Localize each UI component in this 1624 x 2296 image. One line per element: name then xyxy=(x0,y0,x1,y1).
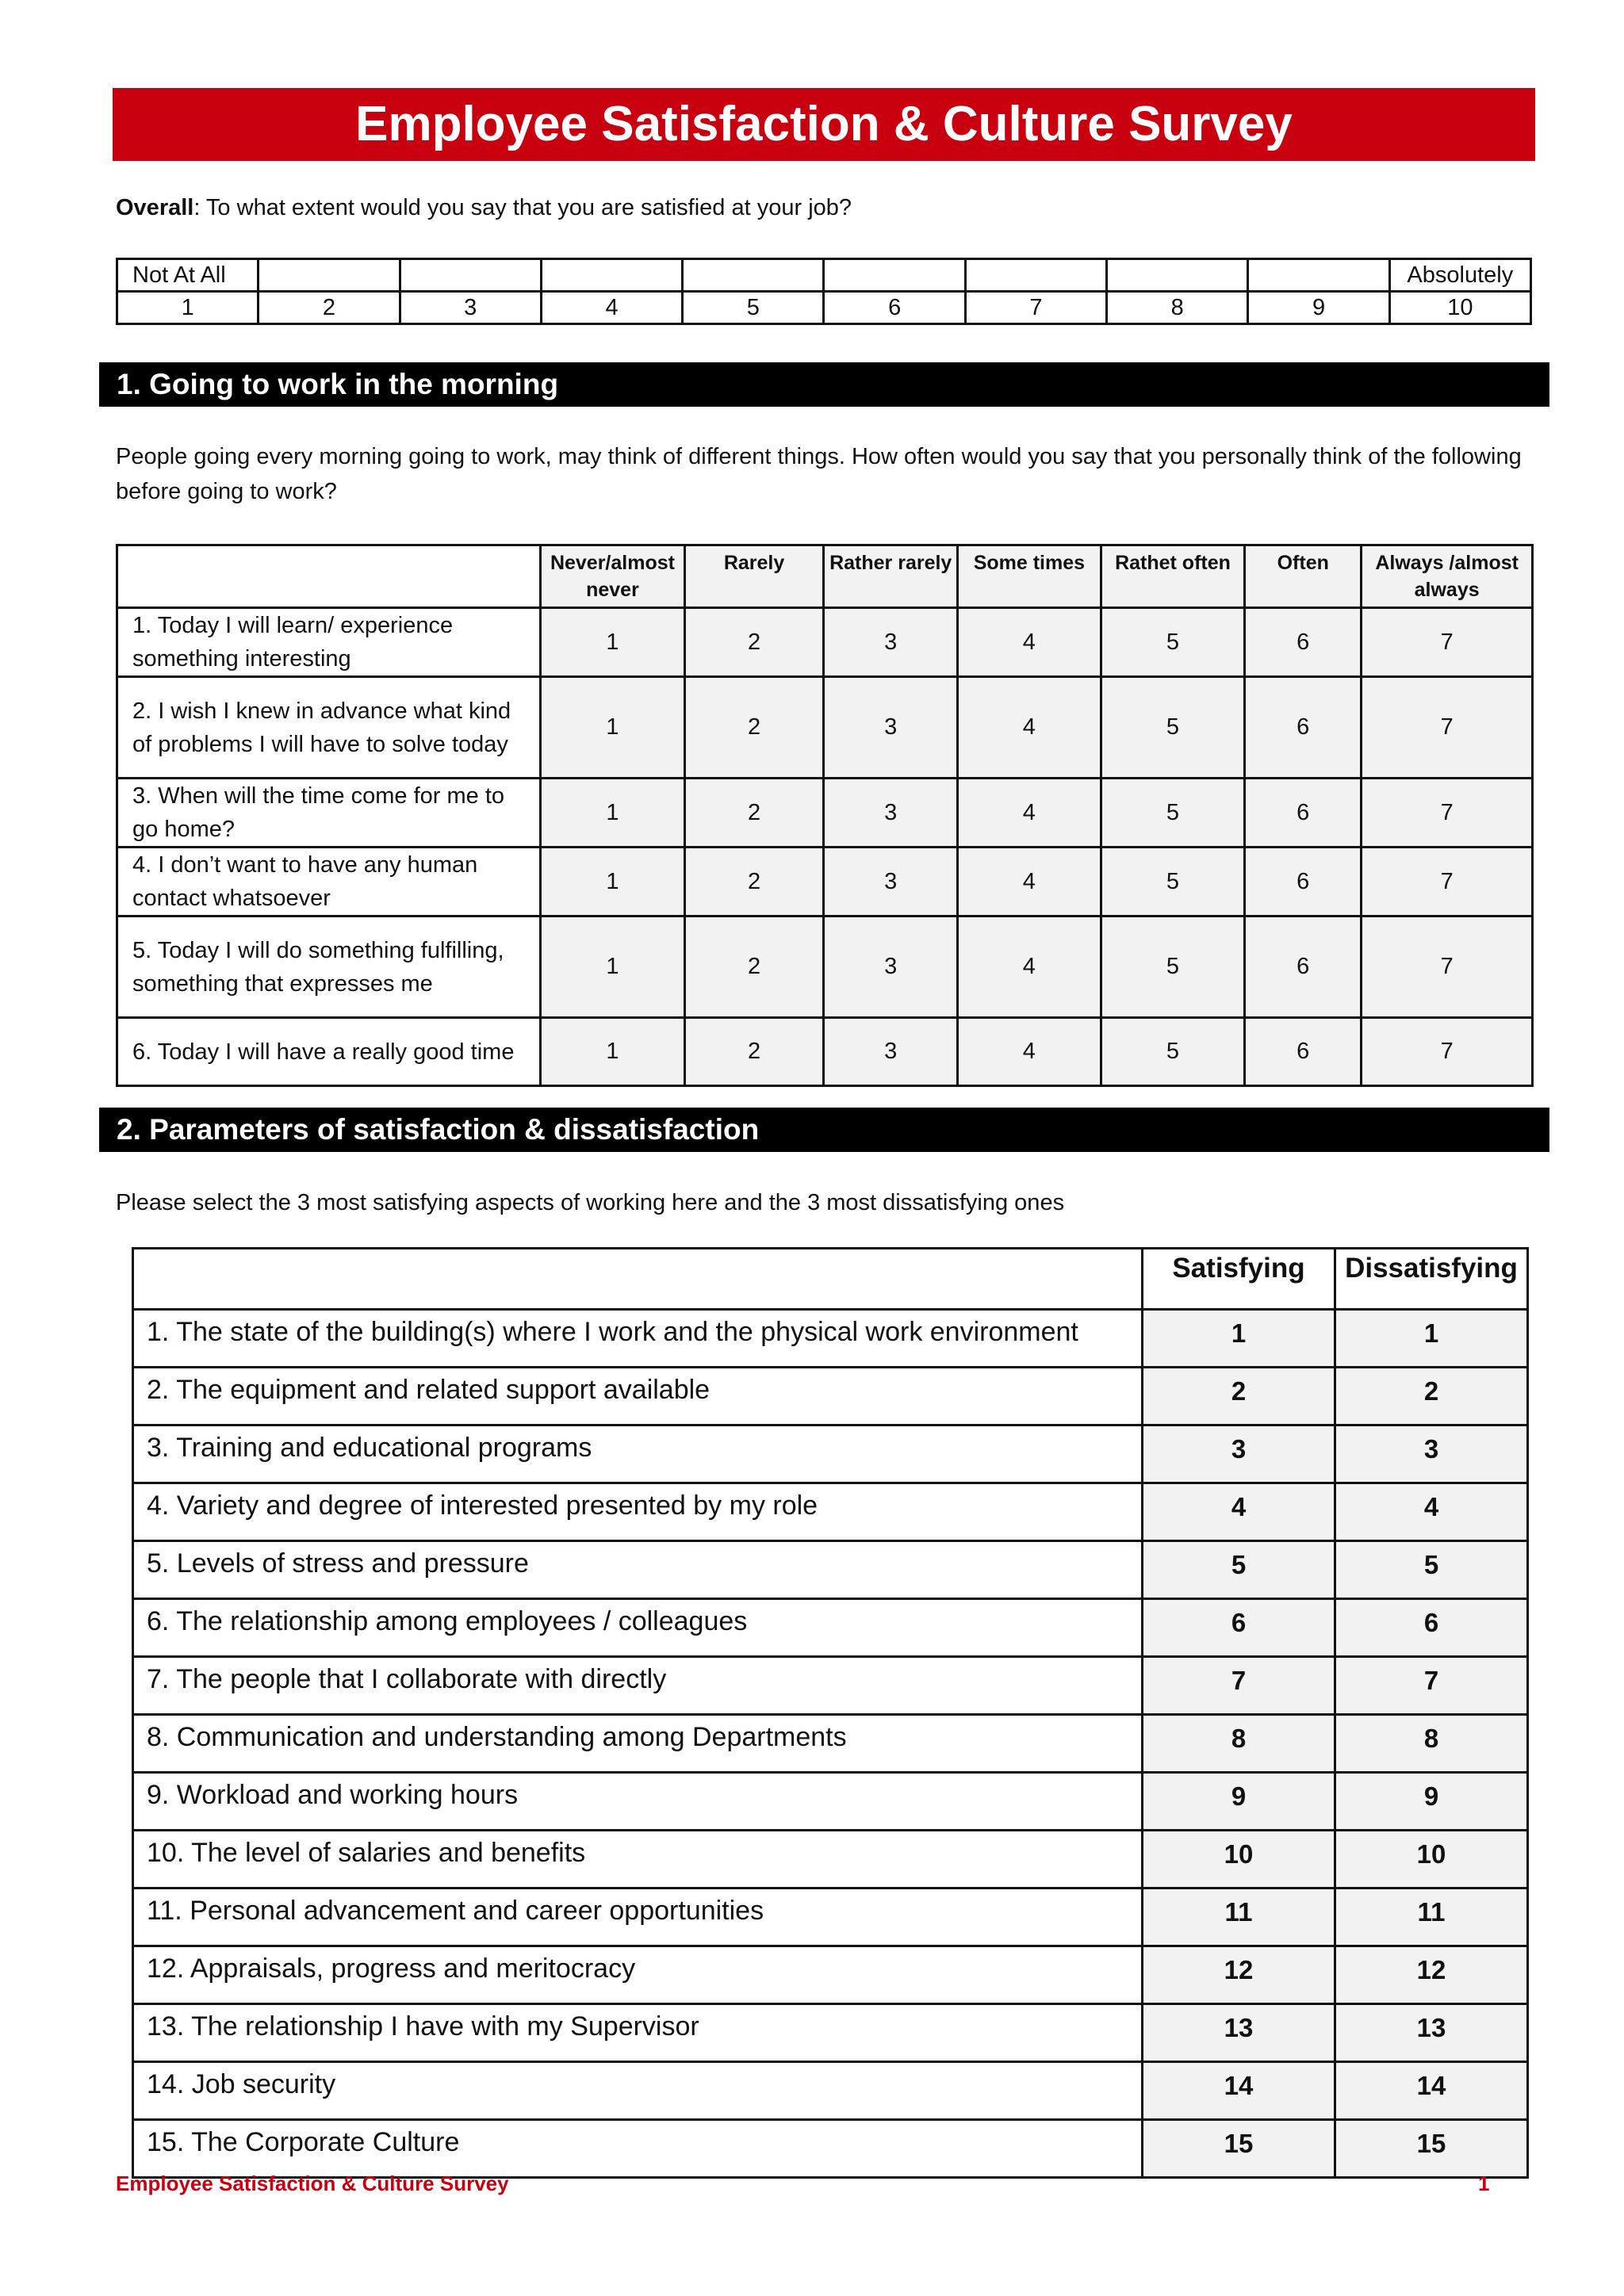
scale-blank-cell xyxy=(1107,259,1248,292)
frequency-row xyxy=(117,677,1533,779)
overall-label: Overall xyxy=(116,195,194,220)
frequency-statement: 3. When will the time come for me to go home? xyxy=(117,779,541,848)
survey-title: Employee Satisfaction & Culture Survey xyxy=(113,88,1535,161)
frequency-option[interactable]: 3 xyxy=(824,608,958,677)
scale-option-9[interactable]: 9 xyxy=(1248,292,1389,324)
frequency-option[interactable]: 7 xyxy=(1362,848,1533,916)
aspect-label: 12. Appraisals, progress and meritocracy xyxy=(133,1946,1143,2004)
satisfying-option[interactable]: 2 xyxy=(1143,1368,1335,1425)
satisfaction-row xyxy=(133,1888,1528,1946)
frequency-option[interactable]: 5 xyxy=(1101,916,1244,1018)
dissatisfying-option[interactable]: 2 xyxy=(1335,1368,1528,1425)
frequency-option[interactable]: 3 xyxy=(824,779,958,848)
col-some-times: Some times xyxy=(957,545,1101,608)
satisfaction-row xyxy=(133,1657,1528,1715)
frequency-row xyxy=(117,608,1533,677)
scale-option-5[interactable]: 5 xyxy=(683,292,824,324)
satisfaction-header-blank xyxy=(133,1249,1143,1310)
dissatisfying-option[interactable]: 8 xyxy=(1335,1715,1528,1773)
satisfaction-row xyxy=(133,1541,1528,1599)
satisfaction-row xyxy=(133,1368,1528,1425)
frequency-option[interactable]: 7 xyxy=(1362,677,1533,779)
section-1-intro: People going every morning going to work, may think of different things. How often would you say that you personally think of the following before going to work? xyxy=(116,444,1522,504)
satisfaction-row xyxy=(133,1483,1528,1541)
frequency-option[interactable]: 1 xyxy=(541,916,684,1018)
satisfaction-row xyxy=(133,1425,1528,1483)
col-always: Always /almost always xyxy=(1362,545,1533,608)
scale-blank-cell xyxy=(541,259,682,292)
frequency-option[interactable]: 6 xyxy=(1245,608,1362,677)
aspect-label: 5. Levels of stress and pressure xyxy=(133,1541,1143,1599)
frequency-option[interactable]: 1 xyxy=(541,608,684,677)
aspect-label: 8. Communication and understanding among Departments xyxy=(133,1715,1143,1773)
satisfaction-row xyxy=(133,1715,1528,1773)
frequency-option[interactable]: 6 xyxy=(1245,1018,1362,1086)
footer-title: Employee Satisfaction & Culture Survey xyxy=(116,2172,509,2195)
frequency-statement: 4. I don’t want to have any human contact whatsoever xyxy=(117,848,541,916)
overall-scale-values-row xyxy=(117,292,1531,324)
satisfaction-row xyxy=(133,1773,1528,1831)
aspect-label: 3. Training and educational programs xyxy=(133,1425,1143,1483)
frequency-option[interactable]: 3 xyxy=(824,848,958,916)
scale-blank-cell xyxy=(400,259,541,292)
frequency-option[interactable]: 4 xyxy=(957,779,1101,848)
satisfaction-row xyxy=(133,2062,1528,2120)
frequency-option[interactable]: 2 xyxy=(684,848,824,916)
satisfying-option[interactable]: 7 xyxy=(1143,1657,1335,1715)
satisfying-option[interactable]: 9 xyxy=(1143,1773,1335,1831)
aspect-label: 6. The relationship among employees / colleagues xyxy=(133,1599,1143,1657)
frequency-option[interactable]: 6 xyxy=(1245,916,1362,1018)
satisfaction-row xyxy=(133,1310,1528,1368)
scale-option-8[interactable]: 8 xyxy=(1107,292,1248,324)
frequency-table xyxy=(116,544,1534,1087)
dissatisfying-option[interactable]: 4 xyxy=(1335,1483,1528,1541)
frequency-option[interactable]: 5 xyxy=(1101,608,1244,677)
overall-question xyxy=(116,195,852,221)
dissatisfying-option[interactable]: 14 xyxy=(1335,2062,1528,2120)
frequency-header-row xyxy=(117,545,1533,608)
frequency-header-blank xyxy=(117,545,541,608)
frequency-statement: 5. Today I will do something fulfilling, something that expresses me xyxy=(117,916,541,1018)
satisfying-option[interactable]: 1 xyxy=(1143,1310,1335,1368)
aspect-label: 11. Personal advancement and career opportunities xyxy=(133,1888,1143,1946)
frequency-row xyxy=(117,779,1533,848)
frequency-option[interactable]: 6 xyxy=(1245,677,1362,779)
frequency-statement: 1. Today I will learn/ experience something interesting xyxy=(117,608,541,677)
col-rather-rarely: Rather rarely xyxy=(824,545,958,608)
satisfying-option[interactable]: 14 xyxy=(1143,2062,1335,2120)
frequency-option[interactable]: 1 xyxy=(541,848,684,916)
col-satisfying: Satisfying xyxy=(1143,1249,1335,1310)
dissatisfying-option[interactable]: 6 xyxy=(1335,1599,1528,1657)
frequency-option[interactable]: 3 xyxy=(824,916,958,1018)
frequency-row xyxy=(117,916,1533,1018)
satisfaction-row xyxy=(133,2004,1528,2062)
satisfying-option[interactable]: 15 xyxy=(1143,2120,1335,2178)
dissatisfying-option[interactable]: 5 xyxy=(1335,1541,1528,1599)
satisfying-option[interactable]: 12 xyxy=(1143,1946,1335,2004)
scale-low-label: Not At All xyxy=(117,259,259,292)
section-2-intro: Please select the 3 most satisfying aspects of working here and the 3 most dissatisfying ones xyxy=(116,1190,1065,1215)
dissatisfying-option[interactable]: 10 xyxy=(1335,1831,1528,1888)
frequency-option[interactable]: 4 xyxy=(957,848,1101,916)
aspect-label: 1. The state of the building(s) where I work and the physical work environment xyxy=(133,1310,1143,1368)
aspect-label: 10. The level of salaries and benefits xyxy=(133,1831,1143,1888)
frequency-statement: 2. I wish I knew in advance what kind of problems I will have to solve today xyxy=(117,677,541,779)
frequency-option[interactable]: 2 xyxy=(684,608,824,677)
dissatisfying-option[interactable]: 15 xyxy=(1335,2120,1528,2178)
frequency-row xyxy=(117,848,1533,916)
frequency-option[interactable]: 6 xyxy=(1245,848,1362,916)
frequency-option[interactable]: 5 xyxy=(1101,677,1244,779)
scale-option-6[interactable]: 6 xyxy=(824,292,965,324)
col-dissatisfying: Dissatisfying xyxy=(1335,1249,1528,1310)
frequency-option[interactable]: 4 xyxy=(957,608,1101,677)
aspect-label: 13. The relationship I have with my Supervisor xyxy=(133,2004,1143,2062)
satisfying-option[interactable]: 10 xyxy=(1143,1831,1335,1888)
frequency-option[interactable]: 7 xyxy=(1362,608,1533,677)
col-rarely: Rarely xyxy=(684,545,824,608)
aspect-label: 15. The Corporate Culture xyxy=(133,2120,1143,2178)
frequency-option[interactable]: 1 xyxy=(541,779,684,848)
frequency-statement: 6. Today I will have a really good time xyxy=(117,1018,541,1086)
dissatisfying-option[interactable]: 9 xyxy=(1335,1773,1528,1831)
satisfying-option[interactable]: 8 xyxy=(1143,1715,1335,1773)
aspect-label: 14. Job security xyxy=(133,2062,1143,2120)
aspect-label: 4. Variety and degree of interested presented by my role xyxy=(133,1483,1143,1541)
overall-scale-table xyxy=(116,258,1532,325)
dissatisfying-option[interactable]: 12 xyxy=(1335,1946,1528,2004)
scale-option-7[interactable]: 7 xyxy=(965,292,1106,324)
frequency-option[interactable]: 2 xyxy=(684,1018,824,1086)
frequency-option[interactable]: 4 xyxy=(957,1018,1101,1086)
satisfying-option[interactable]: 13 xyxy=(1143,2004,1335,2062)
scale-option-4[interactable]: 4 xyxy=(541,292,682,324)
dissatisfying-option[interactable]: 13 xyxy=(1335,2004,1528,2062)
frequency-option[interactable]: 2 xyxy=(684,916,824,1018)
dissatisfying-option[interactable]: 3 xyxy=(1335,1425,1528,1483)
satisfaction-row xyxy=(133,1831,1528,1888)
satisfying-option[interactable]: 4 xyxy=(1143,1483,1335,1541)
overall-question-text: : To what extent would you say that you are satisfied at your job? xyxy=(193,195,852,220)
satisfaction-table xyxy=(132,1247,1529,2179)
frequency-option[interactable]: 7 xyxy=(1362,1018,1533,1086)
scale-blank-cell xyxy=(259,259,400,292)
frequency-option[interactable]: 7 xyxy=(1362,779,1533,848)
frequency-option[interactable]: 4 xyxy=(957,677,1101,779)
scale-blank-cell xyxy=(1248,259,1389,292)
satisfying-option[interactable]: 3 xyxy=(1143,1425,1335,1483)
satisfaction-row xyxy=(133,1946,1528,2004)
frequency-row xyxy=(117,1018,1533,1086)
col-rathet-often: Rathet often xyxy=(1101,545,1244,608)
scale-blank-cell xyxy=(683,259,824,292)
satisfaction-header-row xyxy=(133,1249,1528,1310)
overall-scale-labels-row xyxy=(117,259,1531,292)
section-2-heading: 2. Parameters of satisfaction & dissatisfaction xyxy=(99,1108,1549,1152)
col-never: Never/almost never xyxy=(541,545,684,608)
frequency-option[interactable]: 7 xyxy=(1362,916,1533,1018)
col-often: Often xyxy=(1245,545,1362,608)
satisfaction-row xyxy=(133,1599,1528,1657)
frequency-option[interactable]: 1 xyxy=(541,677,684,779)
satisfying-option[interactable]: 6 xyxy=(1143,1599,1335,1657)
aspect-label: 9. Workload and working hours xyxy=(133,1773,1143,1831)
satisfaction-row xyxy=(133,2120,1528,2178)
scale-option-3[interactable]: 3 xyxy=(400,292,541,324)
frequency-option[interactable]: 2 xyxy=(684,779,824,848)
frequency-option[interactable]: 5 xyxy=(1101,848,1244,916)
scale-option-10[interactable]: 10 xyxy=(1389,292,1530,324)
dissatisfying-option[interactable]: 7 xyxy=(1335,1657,1528,1715)
scale-option-2[interactable]: 2 xyxy=(259,292,400,324)
page-number: 1 xyxy=(1478,2172,1490,2195)
dissatisfying-option[interactable]: 11 xyxy=(1335,1888,1528,1946)
scale-blank-cell xyxy=(965,259,1106,292)
dissatisfying-option[interactable]: 1 xyxy=(1335,1310,1528,1368)
frequency-option[interactable]: 5 xyxy=(1101,1018,1244,1086)
satisfying-option[interactable]: 11 xyxy=(1143,1888,1335,1946)
frequency-option[interactable]: 4 xyxy=(957,916,1101,1018)
frequency-option[interactable]: 3 xyxy=(824,1018,958,1086)
frequency-option[interactable]: 6 xyxy=(1245,779,1362,848)
satisfying-option[interactable]: 5 xyxy=(1143,1541,1335,1599)
scale-option-1[interactable]: 1 xyxy=(117,292,259,324)
aspect-label: 7. The people that I collaborate with directly xyxy=(133,1657,1143,1715)
frequency-option[interactable]: 3 xyxy=(824,677,958,779)
section-1-heading: 1. Going to work in the morning xyxy=(99,362,1549,407)
frequency-option[interactable]: 5 xyxy=(1101,779,1244,848)
scale-blank-cell xyxy=(824,259,965,292)
aspect-label: 2. The equipment and related support available xyxy=(133,1368,1143,1425)
frequency-option[interactable]: 1 xyxy=(541,1018,684,1086)
scale-high-label: Absolutely xyxy=(1389,259,1530,292)
frequency-option[interactable]: 2 xyxy=(684,677,824,779)
